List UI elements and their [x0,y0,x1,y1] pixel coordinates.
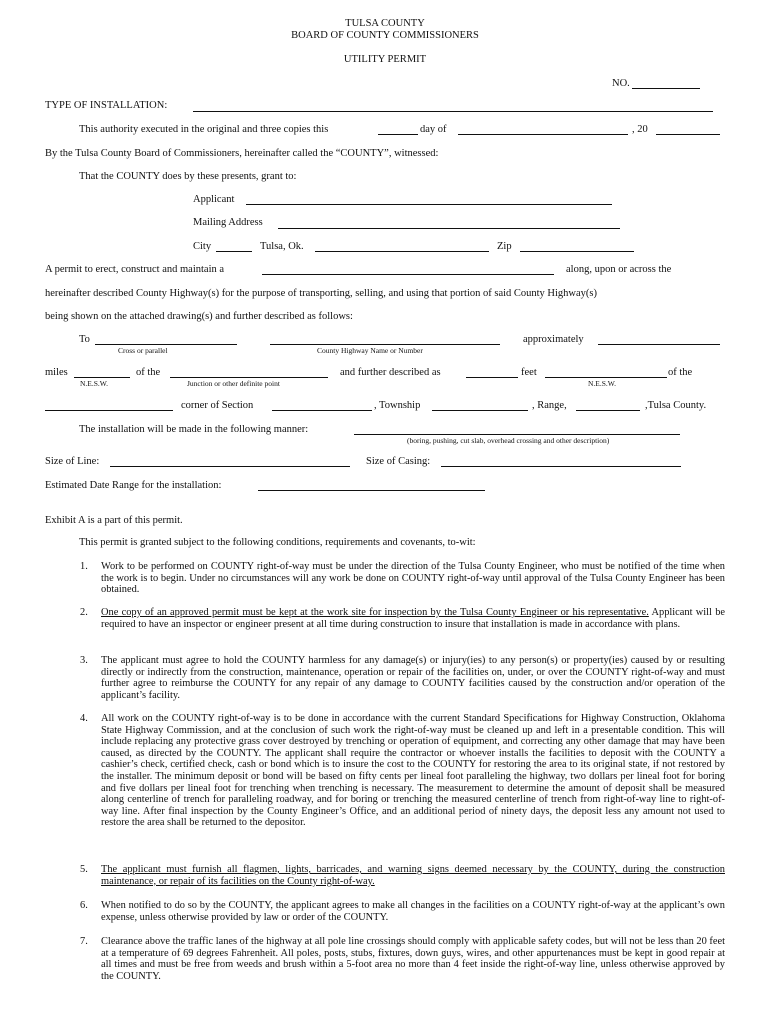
miles-label: miles [45,367,68,378]
permit-number-label: NO. [612,78,630,89]
day-of-label: day of [420,124,447,135]
condition-text: Clearance above the traffic lanes of the highway at all pole line crossings should comply with applicable safety codes, but will not be less than 20 feet at a temperature of 69 degrees Fahrenheit. All poles, posts, stubs, fixtures, down guys, wires, and other appurtenances must be kept in good repair at all times and must be free from weeds and brush within a 5-foot area no more than 4 feet inside the right-of-way line, unless otherwise approved by the COUNTY. [101,936,725,982]
corner-of-section-label: corner of Section [181,400,254,411]
permit-to-text: A permit to erect, construct and maintain a [45,264,225,275]
condition-text: The applicant must agree to hold the COUNTY harmless for any damage(s) or injury(ies) to any person(s) or property(ies) caused by or resulting directly or indirectly from the construction, maintenance, operation or repair of the facilities on, under, or over the COUNTY right-of-way and must further agree to reimburse the COUNTY for any repair of any damage to COUNTY facilities caused by the construction and/or operation of the applicant’s facility. [101,655,725,701]
section-field[interactable] [272,410,372,411]
permit-title: UTILITY PERMIT [343,54,427,65]
feet-field[interactable] [466,377,518,378]
miles-direction-field[interactable] [74,377,130,378]
permit-number-field[interactable] [632,88,700,89]
size-of-casing-field[interactable] [441,466,681,467]
cross-parallel-hint: Cross or parallel [118,346,168,355]
condition-3 [80,655,725,701]
condition-number: 7. [80,936,88,947]
size-of-line-label: Size of Line: [45,456,100,467]
condition-number: 4. [80,713,88,724]
of-the-label: of the [136,367,161,378]
condition-number: 1. [80,561,88,572]
condition-1 [80,561,725,596]
type-of-installation-field[interactable] [193,111,713,112]
by-county-text: By the Tulsa County Board of Commissioners, hereinafter called the “COUNTY”, witnessed: [45,148,439,159]
cross-parallel-field[interactable] [95,344,237,345]
facility-field[interactable] [262,274,554,275]
nesw-hint: N.E.S.W. [80,379,109,388]
granted-subject-text: This permit is granted subject to the following conditions, requirements and covenants, to-wit: [79,537,476,548]
applicant-field[interactable] [246,204,612,205]
condition-text: When notified to do so by the COUNTY, the applicant agrees to make all changes in the facilities on a COUNTY right-of-way at the applicant’s own expense, unless otherwise provided by law or order of the COUNTY. [101,900,725,923]
junction-hint: Junction or other definite point [187,379,280,388]
year-prefix-label: , 20 [632,124,648,135]
street-field[interactable] [315,251,489,252]
condition-text-underlined: The applicant must furnish all flagmen, lights, barricades, and warning signs deemed necessary by the COUNTY, during the construction maintenance, or repair of its facilities on the County right-of-way. [101,864,725,887]
applicant-label: Applicant [193,194,235,205]
installation-manner-field[interactable] [354,434,680,435]
further-described-label: and further described as [340,367,441,378]
month-field[interactable] [458,134,628,135]
condition-text-underlined: One copy of an approved permit must be kept at the work site for inspection by the Tulsa County Engineer or his representative. [101,607,649,618]
tulsa-county-label: ,Tulsa County. [645,400,707,411]
authority-text: This authority executed in the original and three copies this [79,124,329,135]
condition-4 [80,713,725,829]
being-shown-text: being shown on the attached drawing(s) and further described as follows: [45,311,353,322]
range-field[interactable] [576,410,640,411]
type-of-installation-label: TYPE OF INSTALLATION: [45,100,168,111]
feet-direction-field[interactable] [545,377,667,378]
along-text: along, upon or across the [566,264,672,275]
mailing-address-label: Mailing Address [193,217,263,228]
condition-text: Work to be performed on COUNTY right-of-way must be under the direction of the Tulsa County Engineer, who must be notified of the time when the work is to begin. Under no circumstances will any work be done on COUNTY right-of-way until approval of the Tulsa County Engineer has been obtained. [101,561,725,596]
range-label: , Range, [532,400,567,411]
exhibit-text: Exhibit A is a part of this permit. [45,515,183,526]
condition-7 [80,936,725,982]
to-label: To [79,334,90,345]
zip-label: Zip [497,241,512,252]
township-field[interactable] [432,410,528,411]
installation-manner-label: The installation will be made in the following manner: [79,424,309,435]
township-label: , Township [374,400,421,411]
junction-field[interactable] [170,377,328,378]
grant-to-text: That the COUNTY does by these presents, grant to: [79,171,297,182]
mailing-address-field[interactable] [278,228,620,229]
approximately-label: approximately [523,334,584,345]
feet-label: feet [521,367,537,378]
condition-number: 3. [80,655,88,666]
condition-6 [80,900,725,923]
size-of-line-field[interactable] [110,466,350,467]
condition-number: 2. [80,607,88,618]
highway-name-field[interactable] [270,344,500,345]
nesw-hint-2: N.E.S.W. [588,379,617,388]
city-label: City [193,241,212,252]
year-field[interactable] [656,134,720,135]
condition-2 [80,607,725,630]
condition-text: Applicant will be required to have an inspector or engineer present at all time during construction to insure that installation is made in accordance with plans. [101,607,725,630]
tulsa-ok-label: Tulsa, Ok. [260,241,304,252]
hereinafter-text: hereinafter described County Highway(s) for the purpose of transporting, selling, and using that portion of said County Highway(s) [45,288,598,299]
of-the-label-2: of the [668,367,693,378]
condition-number: 6. [80,900,88,911]
manner-hint: (boring, pushing, cut slab, overhead crossing and other description) [407,436,610,445]
approximately-field[interactable] [598,344,720,345]
date-range-field[interactable] [258,490,485,491]
day-field[interactable] [378,134,418,135]
zip-field[interactable] [520,251,634,252]
condition-number: 5. [80,864,88,875]
condition-text: All work on the COUNTY right-of-way is to be done in accordance with the current Standard Specifications for Highway Construction, Oklahoma State Highway Commission, and at the conclusion of such work the right-of-way must be cleaned up and left in a presentable condition. This will include replacing any protective grass cover destroyed by trenching or operation of equipment, and correcting any other damage that may have been caused, as directed by the COUNTY. The applicant shall require the contractor or whoever installs the facilities to deposit with the COUNTY a cashier’s check, certified check, cash or bond which is to insure the cost to the COUNTY for restoring the area to its original state, if not restored by the installer. The minimum deposit or bond will be based on fifty cents per lineal foot paralleling the highway, two dollars per lineal foot for boring and five dollars per lineal foot for trenching when trenching is necessary. The measurement to determine the amount of deposit shall be measured along centerline of trench for paralleling roadway, and for boring or trenching the measured centerline of trench from right-of-way line to right-of-way line. After final inspection by the County Engineer’s Office, and an additional period of ninety days, the deposit less any amount not used to restore the area shall be returned to the depositor. [101,713,725,829]
board-heading: BOARD OF COUNTY COMMISSIONERS [291,30,479,41]
corner-field[interactable] [45,410,173,411]
date-range-label: Estimated Date Range for the installation: [45,480,222,491]
condition-5 [80,864,725,887]
highway-name-hint: County Highway Name or Number [317,346,423,355]
city-field[interactable] [216,251,252,252]
size-of-casing-label: Size of Casing: [366,456,431,467]
county-heading: TULSA COUNTY [345,18,425,29]
